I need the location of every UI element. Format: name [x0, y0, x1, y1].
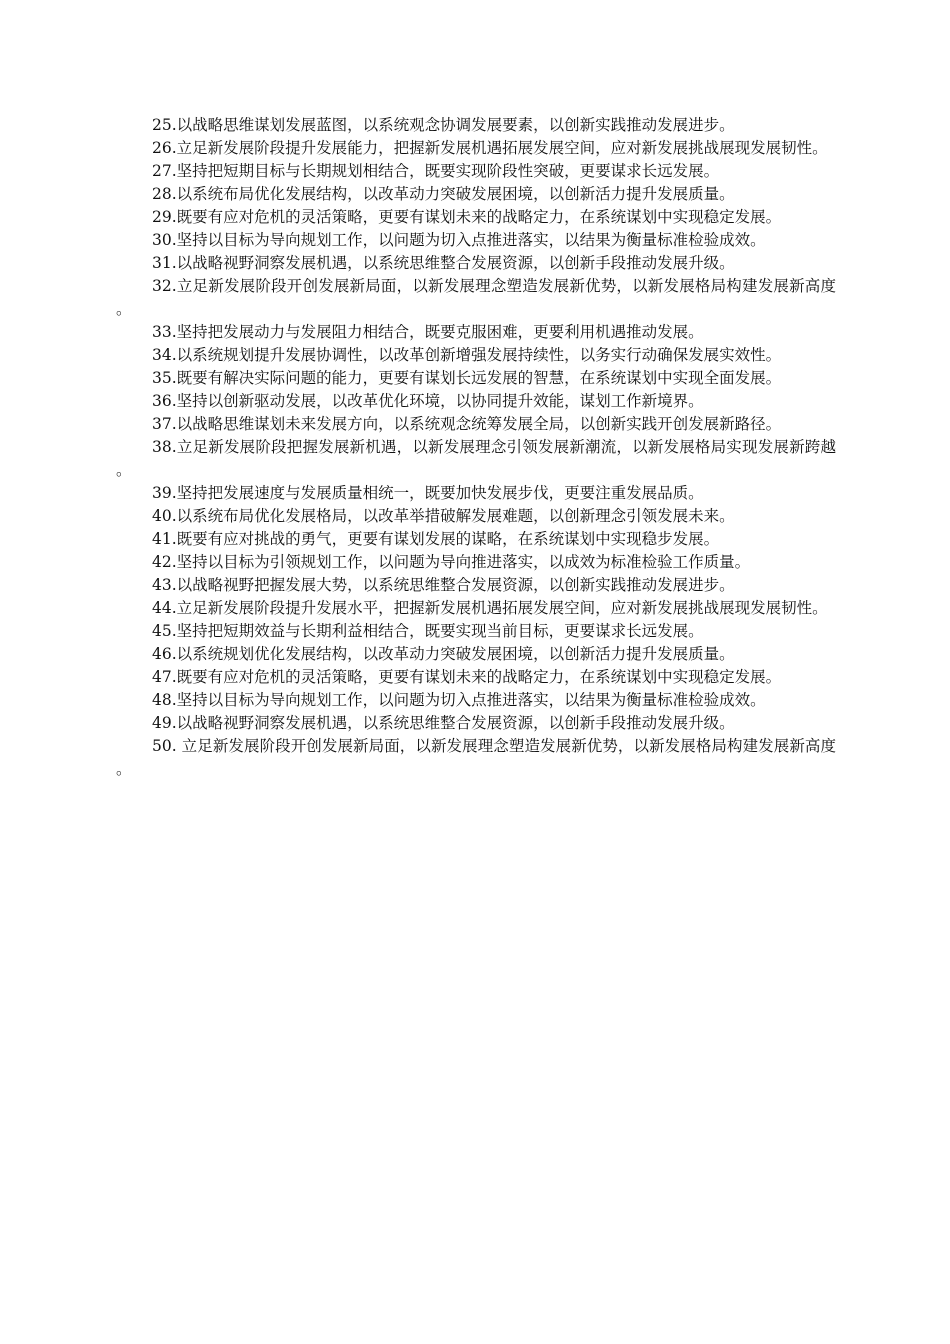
list-item: 47.既要有应对危机的灵活策略，更要有谋划未来的战略定力，在系统谋划中实现稳定发展。: [152, 668, 782, 686]
list-item: 45.坚持把短期效益与长期利益相结合，既要实现当前目标，更要谋求长远发展。: [152, 622, 704, 640]
list-item: 33.坚持把发展动力与发展阻力相结合，既要克服困难，更要利用机遇推动发展。: [152, 323, 704, 341]
list-item: 46.以系统规划优化发展结构，以改革动力突破发展困境，以创新活力提升发展质量。: [152, 645, 735, 663]
list-item: 41.既要有应对挑战的勇气，更要有谋划发展的谋略，在系统谋划中实现稳步发展。: [152, 530, 720, 548]
list-item: 28.以系统布局优化发展结构，以改革动力突破发展困境，以创新活力提升发展质量。: [152, 185, 735, 203]
list-item: 42.坚持以目标为引领规划工作，以问题为导向推进落实，以成效为标准检验工作质量。: [152, 553, 751, 571]
list-item: 49.以战略视野洞察发展机遇，以系统思维整合发展资源，以创新手段推动发展升级。: [152, 714, 735, 732]
list-item: 32.立足新发展阶段开创发展新局面，以新发展理念塑造发展新优势，以新发展格局构建发展新高度。: [116, 277, 836, 318]
list-item: 44.立足新发展阶段提升发展水平，把握新发展机遇拓展发展空间，应对新发展挑战展现发展韧性。: [152, 599, 828, 617]
list-item: 29.既要有应对危机的灵活策略，更要有谋划未来的战略定力，在系统谋划中实现稳定发展。: [152, 208, 782, 226]
list-item: 36.坚持以创新驱动发展，以改革优化环境，以协同提升效能，谋划工作新境界。: [152, 392, 704, 410]
document-body: [116, 114, 836, 781]
list-item: 35.既要有解决实际问题的能力，更要有谋划长远发展的智慧，在系统谋划中实现全面发展。: [152, 369, 782, 387]
list-item: 48.坚持以目标为导向规划工作，以问题为切入点推进落实，以结果为衡量标准检验成效。: [152, 691, 766, 709]
list-item: 30.坚持以目标为导向规划工作，以问题为切入点推进落实，以结果为衡量标准检验成效。: [152, 231, 766, 249]
list-item: 34.以系统规划提升发展协调性，以改革创新增强发展持续性，以务实行动确保发展实效性。: [152, 346, 782, 364]
list-item: 26.立足新发展阶段提升发展能力，把握新发展机遇拓展发展空间，应对新发展挑战展现发展韧性。: [152, 139, 828, 157]
list-item: 50. 立足新发展阶段开创发展新局面，以新发展理念塑造发展新优势，以新发展格局构建发展新高度。: [116, 737, 836, 778]
list-item: 39.坚持把发展速度与发展质量相统一，既要加快发展步伐，更要注重发展品质。: [152, 484, 704, 502]
list-item: 43.以战略视野把握发展大势，以系统思维整合发展资源，以创新实践推动发展进步。: [152, 576, 735, 594]
list-item: 37.以战略思维谋划未来发展方向，以系统观念统筹发展全局，以创新实践开创发展新路径。: [152, 415, 782, 433]
list-item: 40.以系统布局优化发展格局，以改革举措破解发展难题，以创新理念引领发展未来。: [152, 507, 735, 525]
list-item: 38.立足新发展阶段把握发展新机遇，以新发展理念引领发展新潮流，以新发展格局实现发展新跨越。: [116, 438, 836, 479]
list-item: 25.以战略思维谋划发展蓝图，以系统观念协调发展要素，以创新实践推动发展进步。: [152, 116, 735, 134]
list-item: 27.坚持把短期目标与长期规划相结合，既要实现阶段性突破，更要谋求长远发展。: [152, 162, 720, 180]
list-item: 31.以战略视野洞察发展机遇，以系统思维整合发展资源，以创新手段推动发展升级。: [152, 254, 735, 272]
